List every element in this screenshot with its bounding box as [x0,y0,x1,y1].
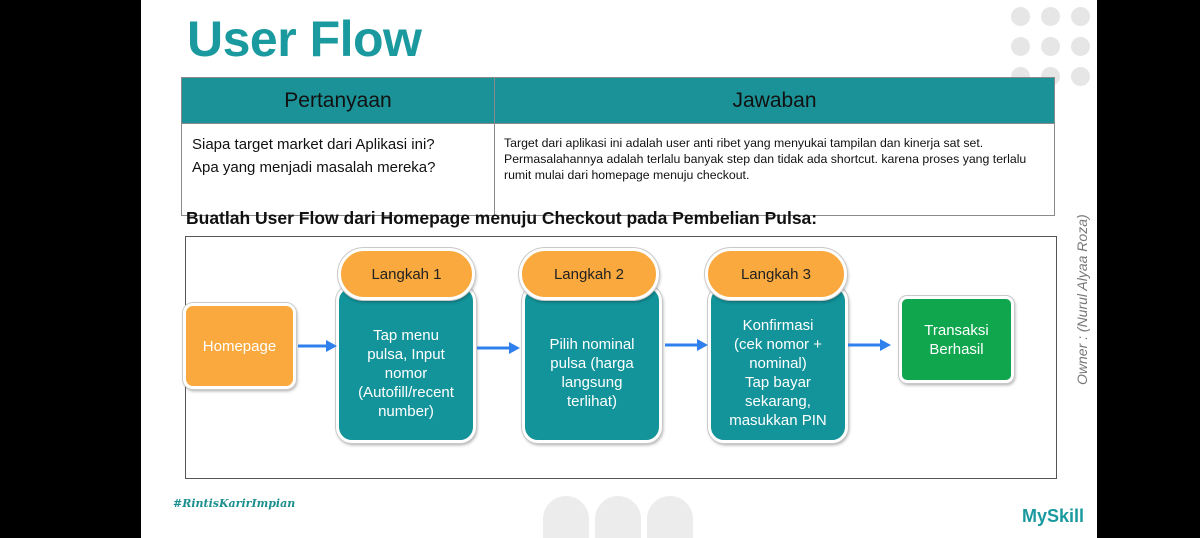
step-1-box [336,285,476,443]
step-3-line: Tap bayar [745,374,811,391]
hashtag: #RintisKarirImpian [173,497,296,510]
step-2-box [522,285,662,443]
qa-table [181,77,1055,216]
end-line: Berhasil [929,340,984,358]
transaksi-berhasil-box [899,296,1014,383]
decorative-tab [543,496,589,538]
arrow-icon [665,337,709,353]
step-3-line: Konfirmasi [742,317,814,334]
step-2-line: langsung [561,374,623,391]
step-3-box [708,285,848,443]
step-3-line: nominal) [749,355,807,372]
step-1-pill: Langkah 1 [338,248,475,300]
step-3-line: masukkan PIN [729,412,827,429]
decorative-tab [595,496,641,538]
arrow-icon [477,340,521,356]
step-1-line: pulsa, Input [367,345,445,363]
homepage-label: Homepage [202,337,277,355]
decorative-tab [647,496,693,538]
brand-logo: MySkill [1022,506,1085,526]
step-1-line: (Autofill/recent [358,383,454,401]
step-2-line: pulsa (harga [550,355,634,372]
flow-title: Buatlah User Flow dari Homepage menuju Checkout pada Pembelian Pulsa: [186,208,818,228]
arrow-icon [848,337,892,353]
end-line: Transaksi [924,321,989,339]
step-1-line: nomor [384,364,428,382]
step-2-line: Pilih nominal [549,336,635,353]
step-3-line: sekarang, [745,393,811,410]
header-pertanyaan: Pertanyaan [182,78,495,124]
step-3-pill: Langkah 3 [705,248,847,300]
step-3-line: (cek nomor + [734,336,822,353]
answer-cell [495,124,1055,216]
step-2-pill: Langkah 2 [519,248,659,300]
step-1-line: Tap menu [373,326,439,344]
answer-line: Permasalahannya adalah terlalu banyak step dan tidak ada shortcut. karena proses yang terlalu rumit mulai dari homepage menuju checkout. [504,152,1027,182]
slide [141,0,1097,538]
question-line: Apa yang menjadi masalah mereka? [192,159,436,176]
question-line: Siapa target market dari Aplikasi ini? [192,136,435,153]
question-cell [182,124,495,216]
step-1-line: number) [378,402,434,420]
owner-credit: Owner : (Nurul Alyaa Roza) [1074,214,1090,385]
homepage-box [183,303,296,389]
page-title: User Flow [187,11,422,67]
arrow-icon [298,338,338,354]
step-2-line: terlihat) [566,393,617,410]
header-jawaban: Jawaban [495,78,1055,124]
answer-line: Target dari aplikasi ini adalah user anti ribet yang menyukai tampilan dan kinerja sat set. [504,136,984,150]
